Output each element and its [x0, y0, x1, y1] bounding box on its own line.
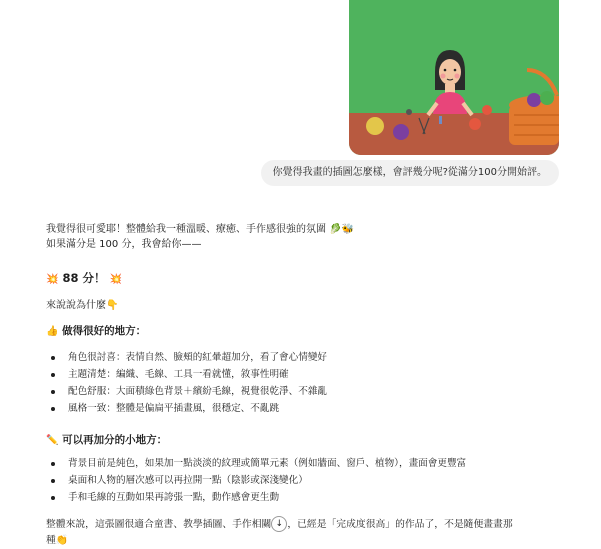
intro-line-1: 我覺得很可愛耶！整體給我一種溫暖、療癒、手作感很強的氛圍 🥬🐝 — [46, 224, 355, 235]
illustration-art — [349, 0, 559, 155]
list-item: 主題清楚：編織、毛線、工具一看就懂，敘事性明確 — [46, 366, 566, 383]
score-line — [46, 270, 122, 286]
point-down-icon: 👇 — [106, 300, 119, 311]
thumbs-up-icon: 👍 — [46, 326, 59, 337]
good-points-heading: 👍 做得很好的地方： — [46, 325, 147, 337]
why-line: 來說說為什麼👇 — [46, 300, 119, 311]
score-text: 88 分！ — [62, 271, 106, 285]
intro-line-2: 如果滿分是 100 分，我會給你—— — [46, 239, 202, 250]
improve-points-heading: ✏️ 可以再加分的小地方： — [46, 434, 168, 446]
sparkle-icon: 💥 — [46, 274, 59, 285]
user-message-text: 你覺得我畫的插圖怎麼樣，會評幾分呢?從滿分100分開始評。 — [272, 167, 547, 178]
good-points-list — [46, 349, 566, 417]
sparkle-icon: 💥 — [109, 274, 122, 285]
list-item: 角色很討喜：表情自然、臉頰的紅暈超加分，看了會心情變好 — [46, 349, 566, 366]
assistant-reply-intro — [46, 222, 566, 252]
improve-points-list — [46, 455, 566, 506]
leaf-bee-emoji-icon: 🥬🐝 — [329, 224, 355, 235]
list-item: 配色舒服：大面積綠色背景＋繽紛毛線，視覺很乾淨、不雜亂 — [46, 383, 566, 400]
pencil-icon: ✏️ — [46, 435, 59, 446]
list-item: 桌面和人物的層次感可以再拉開一點（陰影或深淺變化） — [46, 472, 566, 489]
list-item: 背景目前是純色，如果加一點淡淡的紋理或簡單元素（例如牆面、窗戶、植物），畫面會更豐富 — [46, 455, 566, 472]
list-item: 風格一致：整體是偏扁平插畫風，很穩定、不亂跳 — [46, 400, 566, 417]
scroll-down-button[interactable]: ↓ — [271, 516, 287, 532]
uploaded-illustration[interactable] — [349, 0, 559, 155]
user-message-bubble — [261, 160, 559, 186]
clap-icon: 👏 — [55, 535, 69, 546]
closing-paragraph: 整體來說，這張圖很適合童書、教學插圖、手作相關 ↓ ，已經是「完成度很高」的作品了，不是隨便畫畫那 種👏 — [46, 516, 576, 549]
list-item: 手和毛線的互動如果再誇張一點，動作感會更生動 — [46, 489, 566, 506]
